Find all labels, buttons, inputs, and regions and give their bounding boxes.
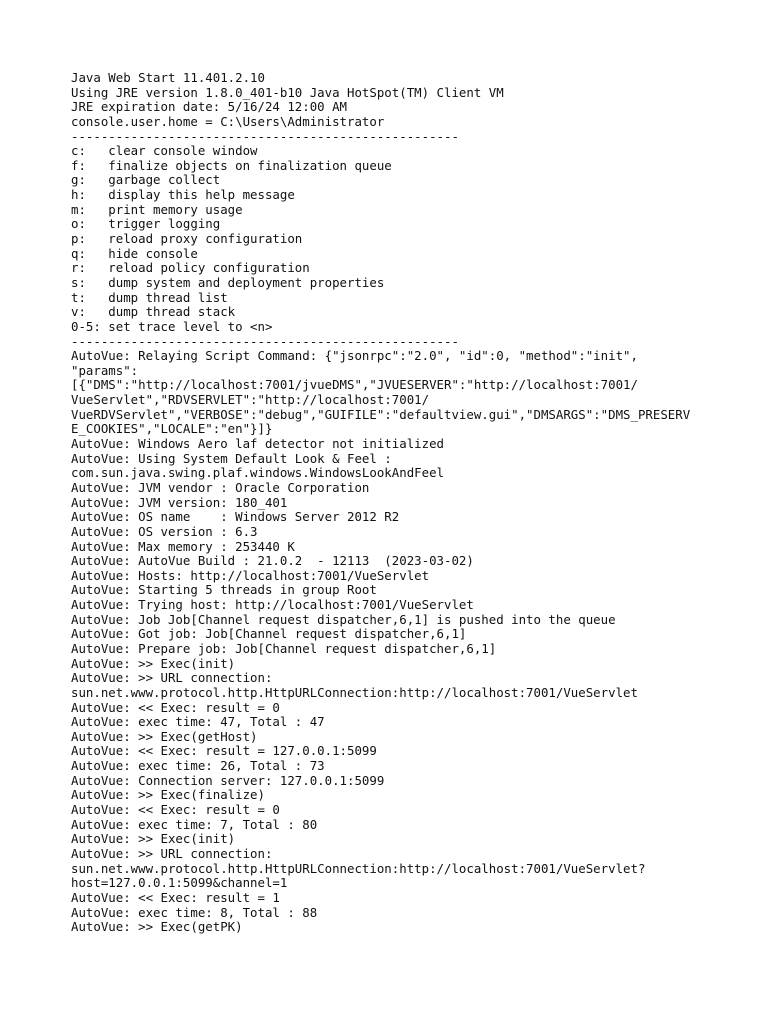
console-line: AutoVue: Got job: Job[Channel request dispatcher,6,1] [71, 626, 467, 642]
console-line: AutoVue: AutoVue Build : 21.0.2 - 12113 (2023-03-02) [71, 553, 474, 569]
console-line: AutoVue: Starting 5 threads in group Root [71, 582, 377, 598]
console-line: "params": [71, 362, 139, 378]
console-line: AutoVue: Prepare job: Job[Channel request dispatcher,6,1] [71, 640, 497, 656]
console-line: Using JRE version 1.8.0_401-b10 Java HotSpot(TM) Client VM [71, 84, 504, 100]
console-line: AutoVue: >> URL connection: [71, 845, 273, 861]
console-line: 0-5: set trace level to <n> [71, 318, 273, 334]
console-line: h: display this help message [71, 187, 295, 203]
console-line: m: print memory usage [71, 201, 243, 217]
console-line: AutoVue: exec time: 47, Total : 47 [71, 714, 325, 730]
console-line: AutoVue: OS version : 6.3 [71, 523, 258, 539]
console-line: AutoVue: >> URL connection: [71, 670, 273, 686]
console-line: p: reload proxy configuration [71, 231, 303, 247]
console-line: AutoVue: >> Exec(getHost) [71, 728, 258, 744]
console-line: VueRDVServlet","VERBOSE":"debug","GUIFILE":"defaultview.gui","DMSARGS":"DMS_PRESERV [71, 406, 691, 422]
console-line: Java Web Start 11.401.2.10 [71, 70, 265, 85]
console-line: VueServlet","RDVSERVLET":"http://localhost:7001/ [71, 392, 430, 408]
console-line: AutoVue: << Exec: result = 1 [71, 889, 280, 905]
console-line: AutoVue: >> Exec(init) [71, 831, 236, 847]
console-line: o: trigger logging [71, 216, 221, 232]
console-line: q: hide console [71, 245, 198, 261]
console-line: AutoVue: Windows Aero laf detector not initialized [71, 436, 444, 452]
console-line: AutoVue: Job Job[Channel request dispatcher,6,1] is pushed into the queue [71, 611, 616, 627]
console-line: AutoVue: Relaying Script Command: {"jsonrpc":"2.0", "id":0, "method":"init", [71, 348, 638, 364]
console-line: AutoVue: >> Exec(getPK) [71, 919, 243, 935]
console-line: AutoVue: Trying host: http://localhost:7001/VueServlet [71, 597, 474, 613]
console-line: AutoVue: JVM vendor : Oracle Corporation [71, 479, 370, 495]
console-line: com.sun.java.swing.plaf.windows.WindowsLookAndFeel [71, 465, 444, 481]
console-line: AutoVue: exec time: 8, Total : 88 [71, 904, 318, 920]
console-line: sun.net.www.protocol.http.HttpURLConnection:http://localhost:7001/VueServlet? [71, 860, 646, 876]
console-line: AutoVue: Connection server: 127.0.0.1:5099 [71, 772, 385, 788]
console-line: AutoVue: << Exec: result = 0 [71, 699, 280, 715]
console-line: f: finalize objects on finalization queue [71, 157, 392, 173]
console-line: console.user.home = C:\Users\Administrator [71, 113, 385, 129]
console-line: AutoVue: >> Exec(init) [71, 655, 236, 671]
console-line: AutoVue: << Exec: result = 127.0.0.1:5099 [71, 743, 377, 759]
console-line: host=127.0.0.1:5099&channel=1 [71, 875, 288, 891]
console-line: t: dump thread list [71, 289, 228, 305]
console-line: E_COOKIES","LOCALE":"en"}]} [71, 421, 273, 437]
console-line: AutoVue: exec time: 26, Total : 73 [71, 758, 325, 774]
console-line: [{"DMS":"http://localhost:7001/jvueDMS","JVUESERVER":"http://localhost:7001/ [71, 377, 638, 393]
console-line: ---------------------------------------------------- [71, 333, 459, 349]
console-line: sun.net.www.protocol.http.HttpURLConnection:http://localhost:7001/VueServlet [71, 684, 638, 700]
console-line: JRE expiration date: 5/16/24 12:00 AM [71, 99, 348, 115]
console-line: AutoVue: Hosts: http://localhost:7001/VueServlet [71, 567, 430, 583]
console-line: c: clear console window [71, 143, 258, 159]
console-line: AutoVue: JVM version: 180_401 [71, 494, 288, 510]
console-line: AutoVue: Max memory : 253440 K [71, 538, 295, 554]
console-line: AutoVue: << Exec: result = 0 [71, 802, 280, 818]
console-line: AutoVue: Using System Default Look & Feel : [71, 450, 392, 466]
console-line: v: dump thread stack [71, 304, 236, 320]
console-line: ---------------------------------------------------- [71, 128, 459, 144]
console-line: AutoVue: exec time: 7, Total : 80 [71, 816, 318, 832]
console-line: s: dump system and deployment properties [71, 274, 385, 290]
java-console-output[interactable] [71, 71, 761, 935]
console-line: r: reload policy configuration [71, 260, 310, 276]
console-line: AutoVue: OS name : Windows Server 2012 R2 [71, 509, 400, 525]
console-line: g: garbage collect [71, 172, 221, 188]
console-line: AutoVue: >> Exec(finalize) [71, 787, 265, 803]
